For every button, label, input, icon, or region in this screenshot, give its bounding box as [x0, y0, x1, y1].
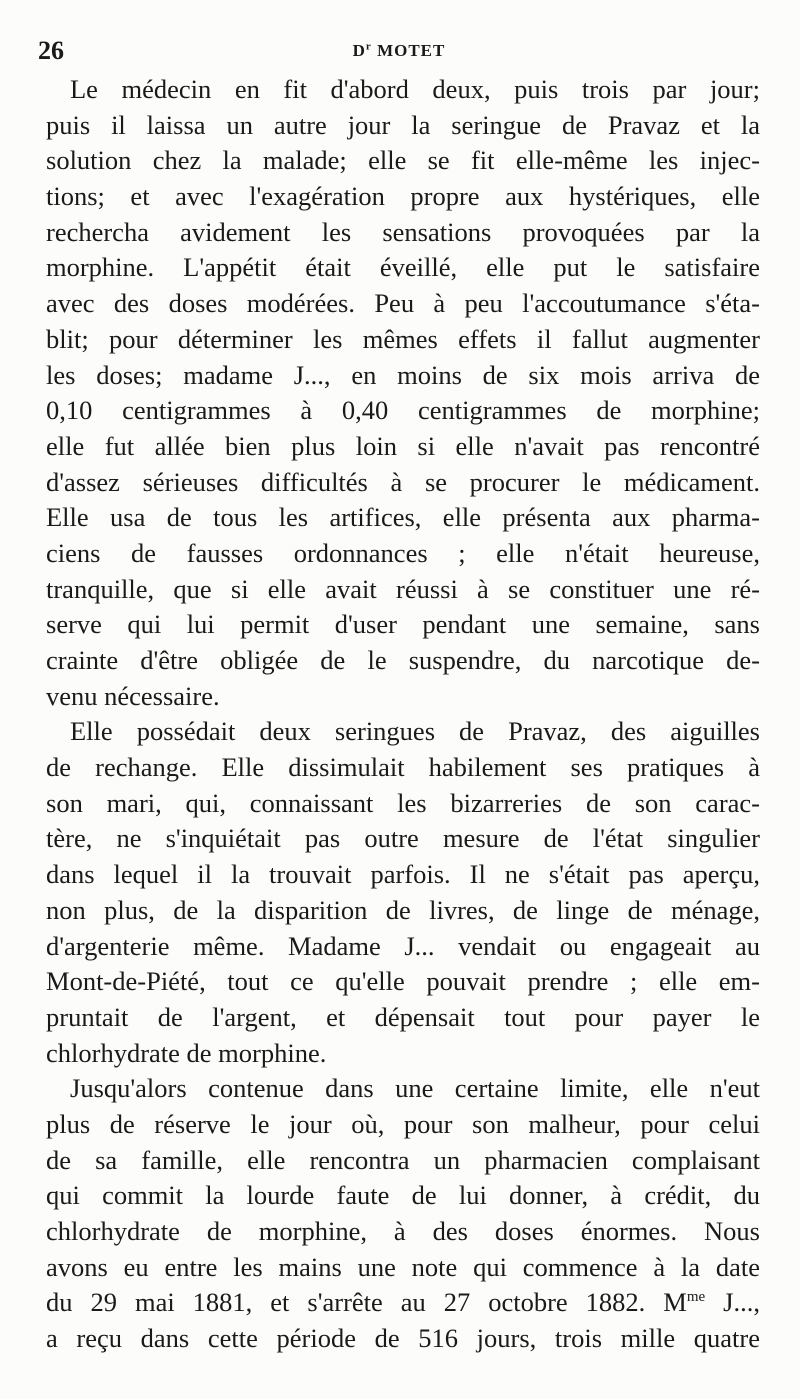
madame-abbrev-sup: me — [686, 1289, 706, 1306]
text-line: pruntait de l'argent, et dépensait tout pour payer le — [46, 1001, 760, 1032]
text-line: blit; pour déterminer les mêmes effets il fallut augmenter — [46, 323, 760, 354]
text-line: son mari, qui, connaissant les bizarreries de son carac- — [46, 787, 760, 818]
text-line: elle fut allée bien plus loin si elle n'avait pas rencontré — [46, 430, 760, 461]
text-line: Elle usa de tous les artifices, elle présenta aux pharma- — [46, 502, 760, 533]
text-line: chlorhydrate de morphine, à des doses énormes. Nous — [46, 1216, 760, 1246]
page-number: 26 — [38, 36, 64, 65]
text-line: rechercha avidement les sensations provoquées par la — [46, 216, 760, 247]
text-line: plus de réserve le jour où, pour son malheur, pour celui — [46, 1108, 760, 1139]
text-line: avons eu entre les mains une note qui commence à la date — [46, 1251, 760, 1282]
text-line: d'assez sérieuses difficultés à se procurer le médicament. — [46, 466, 760, 497]
text-line: tère, ne s'inquiétait pas outre mesure de l'état singulier — [46, 823, 760, 854]
text-line: les doses; madame J..., en moins de six mois arriva de — [46, 359, 760, 390]
text-line: Mont-de-Piété, tout ce qu'elle pouvait prendre ; elle em- — [46, 966, 760, 997]
text-line: morphine. L'appétit était éveillé, elle put le satisfaire — [46, 252, 760, 283]
text-line: de sa famille, elle rencontra un pharmacien complaisant — [46, 1144, 760, 1175]
text-line: crainte d'être obligée de le suspendre, du narcotique de- — [46, 645, 760, 675]
line-head: du 29 mai 1881, et s'arrête au 27 octobre 1882. M — [46, 1287, 687, 1318]
paragraph-3 — [46, 1071, 760, 1357]
paragraph-2 — [46, 714, 760, 1071]
text-line: ciens de fausses ordonnances ; elle n'était heureuse, — [46, 537, 760, 568]
running-head — [38, 34, 760, 68]
text-line: d'argenterie même. Madame J... vendait ou engageait au — [46, 930, 760, 961]
author-name: MOTET — [377, 41, 446, 60]
text-line: tranquille, que si elle avait réussi à se constituer une ré- — [46, 573, 760, 604]
text-line: qui commit la lourde faute de lui donner, à crédit, du — [46, 1180, 760, 1211]
text-line-with-superscript — [46, 1285, 760, 1321]
text-line: dans lequel il la trouvait parfois. Il ne s'était pas aperçu, — [46, 859, 760, 890]
text-line: Elle possédait deux seringues de Pravaz, des aiguilles — [70, 716, 760, 747]
text-line: tions; et avec l'exagération propre aux hystériques, elle — [46, 181, 760, 212]
body-text — [46, 72, 760, 1357]
line-tail: J..., — [705, 1287, 760, 1318]
text-line: Jusqu'alors contenue dans une certaine limite, elle n'eut — [70, 1073, 760, 1104]
text-line: chlorhydrate de morphine. — [46, 1037, 327, 1068]
text-line: venu nécessaire. — [46, 680, 220, 711]
text-line: solution chez la malade; elle se fit elle-même les injec- — [46, 145, 760, 176]
text-line: 0,10 centigrammes à 0,40 centigrammes de morphine; — [46, 395, 760, 426]
text-line: avec des doses modérées. Peu à peu l'accoutumance s'éta- — [46, 288, 760, 319]
running-title — [38, 36, 760, 66]
text-line: Le médecin en fit d'abord deux, puis trois par jour; — [70, 74, 760, 104]
author-prefix-sup: r — [365, 40, 372, 53]
paragraph-1 — [46, 72, 760, 714]
text-line: de rechange. Elle dissimulait habilement ses pratiques à — [46, 752, 760, 783]
text-line: serve qui lui permit d'user pendant une semaine, sans — [46, 609, 760, 640]
author-prefix: D — [352, 41, 366, 60]
text-line: puis il laissa un autre jour la seringue de Pravaz et la — [46, 109, 760, 140]
text-line: a reçu dans cette période de 516 jours, trois mille quatre — [46, 1323, 760, 1354]
text-line: non plus, de la disparition de livres, de linge de ménage, — [46, 894, 760, 925]
